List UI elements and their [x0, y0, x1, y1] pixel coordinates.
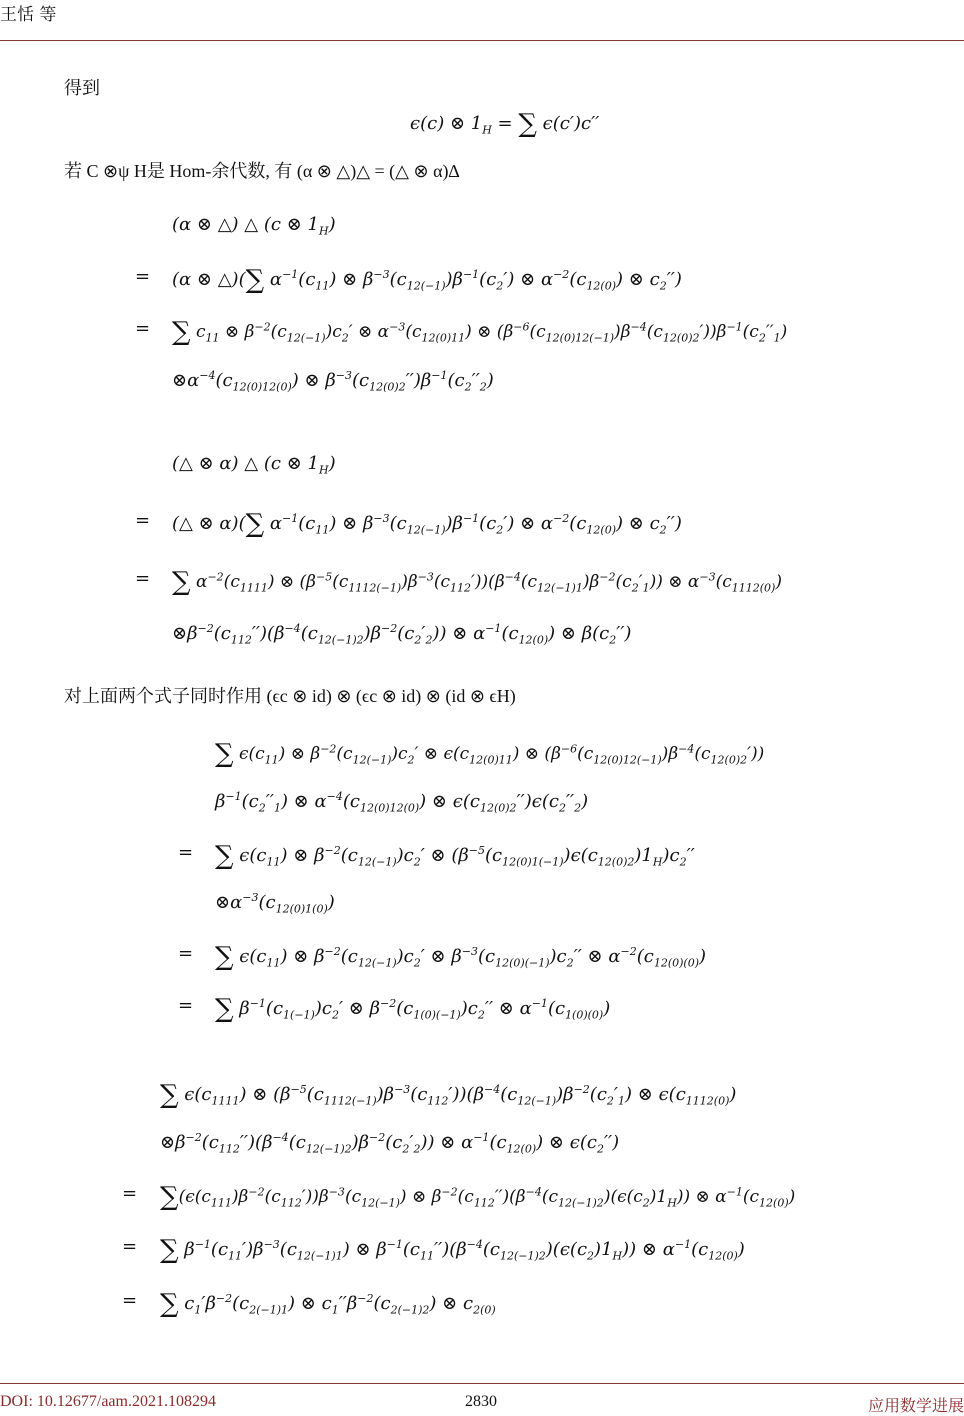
- block1-eq2-sign: =: [135, 318, 151, 339]
- journal-name: 应用数学进展: [867, 1396, 964, 1415]
- footer-divider: [0, 1383, 964, 1384]
- block1-eq1-sign: =: [135, 266, 151, 287]
- block2-line0: (△ ⊗ α) △ (c ⊗ $1_H$): [172, 453, 336, 477]
- page-number: 2830: [465, 1393, 497, 1410]
- running-head-author: 王恬 等: [0, 5, 57, 25]
- block3-line2: ∑ $\epsilon(c_{11})$ ⊗ $\beta^{-2}(c_{12(-1)})c_2'$ ⊗ $(\beta^{-5}(c_{12(0)1(-1)})\epsilon(c_{12(0)2})1_H)c_2''$: [215, 841, 695, 871]
- doi-link[interactable]: DOI: 10.12677/aam.2021.108294: [0, 1393, 216, 1410]
- block1-line2: ∑ $c_{11}$ ⊗ $\beta^{-2}(c_{12(-1)})c_2'$ ⊗ $\alpha^{-3}(c_{12(0)11})$ ⊗ $(\beta^{-6}(c_{12(0)12(-1)})\beta^{-4}(c_{12(0)2}'))\beta^{-1}(c_2''_1)$: [172, 317, 788, 347]
- intro-text: 得到: [64, 78, 100, 98]
- hom-coalgebra-text: 若 C ⊗ψ H是 Hom-余代数, 有 (α ⊗ △)△ = (△ ⊗ α)∆: [64, 161, 460, 181]
- header-divider: [0, 40, 964, 41]
- block3-line3: $\otimes\alpha^{-3}(c_{12(0)1(0)})$: [215, 891, 335, 916]
- equation-counit: ϵ(c) ⊗ $1_H$ = ∑ ϵ(c′)c′′: [410, 109, 600, 139]
- block4-line1: $\otimes\beta^{-2}(c_{112}'')(\beta^{-4}(c_{12(-1)2})\beta^{-2}(c_2'_2))$ ⊗ $\alpha^{-1}(c_{12(0)})$ ⊗ $\epsilon(c_2'')$: [160, 1131, 620, 1156]
- block3-eq1-sign: =: [178, 842, 194, 863]
- block3-line5: ∑ $\beta^{-1}(c_{1(-1)})c_2'$ ⊗ $\beta^{-2}(c_{1(0)(-1)})c_2''$ ⊗ $\alpha^{-1}(c_{1(0)(0)})$: [215, 994, 611, 1024]
- block2-line3: $\otimes\beta^{-2}(c_{112}'')(\beta^{-4}(c_{12(-1)2})\beta^{-2}(c_2'_2))$ ⊗ $\alpha^{-1}(c_{12(0)})$ ⊗ $\beta(c_2'')$: [172, 622, 632, 647]
- block4-line4: ∑ $c_1'\beta^{-2}(c_{2(-1)1})$ ⊗ $c_1''\beta^{-2}(c_{2(-1)2})$ ⊗ $c_{2(0)}$: [160, 1289, 496, 1319]
- apply-text: 对上面两个式子同时作用 (ϵc ⊗ id) ⊗ (ϵc ⊗ id) ⊗ (id ⊗ ϵH): [64, 686, 516, 706]
- block4-line2: $\sum(\epsilon(c_{111})\beta^{-2}(c_{112}'))\beta^{-3}(c_{12(-1)})$ ⊗ $\beta^{-2}(c_{112}'')(\beta^{-4}(c_{12(-1)2})(\epsilon(c_2)1_H))$ ⊗ $\alpha^{-1}(c_{12(0)})$: [160, 1182, 796, 1212]
- block2-eq2-sign: =: [135, 568, 151, 589]
- block3-line1: $\beta^{-1}(c_2''_1)$ ⊗ $\alpha^{-4}(c_{12(0)12(0)})$ ⊗ $\epsilon(c_{12(0)2}'')\epsilon(c_2''_2)$: [215, 790, 589, 815]
- block4-eq3-sign: =: [122, 1290, 138, 1311]
- block4-line0: ∑ $\epsilon(c_{1111})$ ⊗ $(\beta^{-5}(c_{1112(-1)})\beta^{-3}(c_{112}'))(\beta^{-4}(c_{12(-1)})\beta^{-2}(c_2'_1)$ ⊗ $\epsilon(c_{1112(0)})$: [160, 1080, 737, 1110]
- block3-line0: ∑ $\epsilon(c_{11})$ ⊗ $\beta^{-2}(c_{12(-1)})c_2'$ ⊗ $\epsilon(c_{12(0)11})$ ⊗ $(\beta^{-6}(c_{12(0)12(-1)})\beta^{-4}(c_{12(0)2}'))$: [215, 739, 765, 769]
- block4-eq2-sign: =: [122, 1236, 138, 1257]
- block4-eq1-sign: =: [122, 1183, 138, 1204]
- block2-eq1-sign: =: [135, 510, 151, 531]
- block1-line0: (α ⊗ △) △ (c ⊗ $1_H$): [172, 214, 336, 238]
- block2-line2: ∑ $\alpha^{-2}(c_{1111})$ ⊗ $(\beta^{-5}(c_{1112(-1)})\beta^{-3}(c_{112}'))(\beta^{-4}(c_{12(-1)1})\beta^{-2}(c_2'_1))$ ⊗ $\alpha^{-3}(c_{1112(0)})$: [172, 567, 782, 597]
- block4-line3: ∑ $\beta^{-1}(c_{11}')\beta^{-3}(c_{12(-1)1})$ ⊗ $\beta^{-1}(c_{11}'')(\beta^{-4}(c_{12(-1)2})(\epsilon(c_2)1_H))$ ⊗ $\alpha^{-1}(c_{12(0)})$: [160, 1235, 745, 1265]
- block1-line3: $\otimes\alpha^{-4}(c_{12(0)12(0)})$ ⊗ $\beta^{-3}(c_{12(0)2}'')\beta^{-1}(c_2''_2)$: [172, 369, 494, 394]
- block3-line4: ∑ $\epsilon(c_{11})$ ⊗ $\beta^{-2}(c_{12(-1)})c_2'$ ⊗ $\beta^{-3}(c_{12(0)(-1)})c_2''$ ⊗ $\alpha^{-2}(c_{12(0)(0)})$: [215, 942, 707, 972]
- block3-eq3-sign: =: [178, 995, 194, 1016]
- block1-line1: (α ⊗ △)(∑ $\alpha^{-1}(c_{11})$ ⊗ $\beta^{-3}(c_{12(-1)})\beta^{-1}(c_2')$ ⊗ $\alpha^{-2}(c_{12(0)})$ ⊗ $c_2''$): [172, 265, 682, 295]
- block3-eq2-sign: =: [178, 943, 194, 964]
- block2-line1: (△ ⊗ α)(∑ $\alpha^{-1}(c_{11})$ ⊗ $\beta^{-3}(c_{12(-1)})\beta^{-1}(c_2')$ ⊗ $\alpha^{-2}(c_{12(0)})$ ⊗ $c_2''$): [172, 509, 682, 539]
